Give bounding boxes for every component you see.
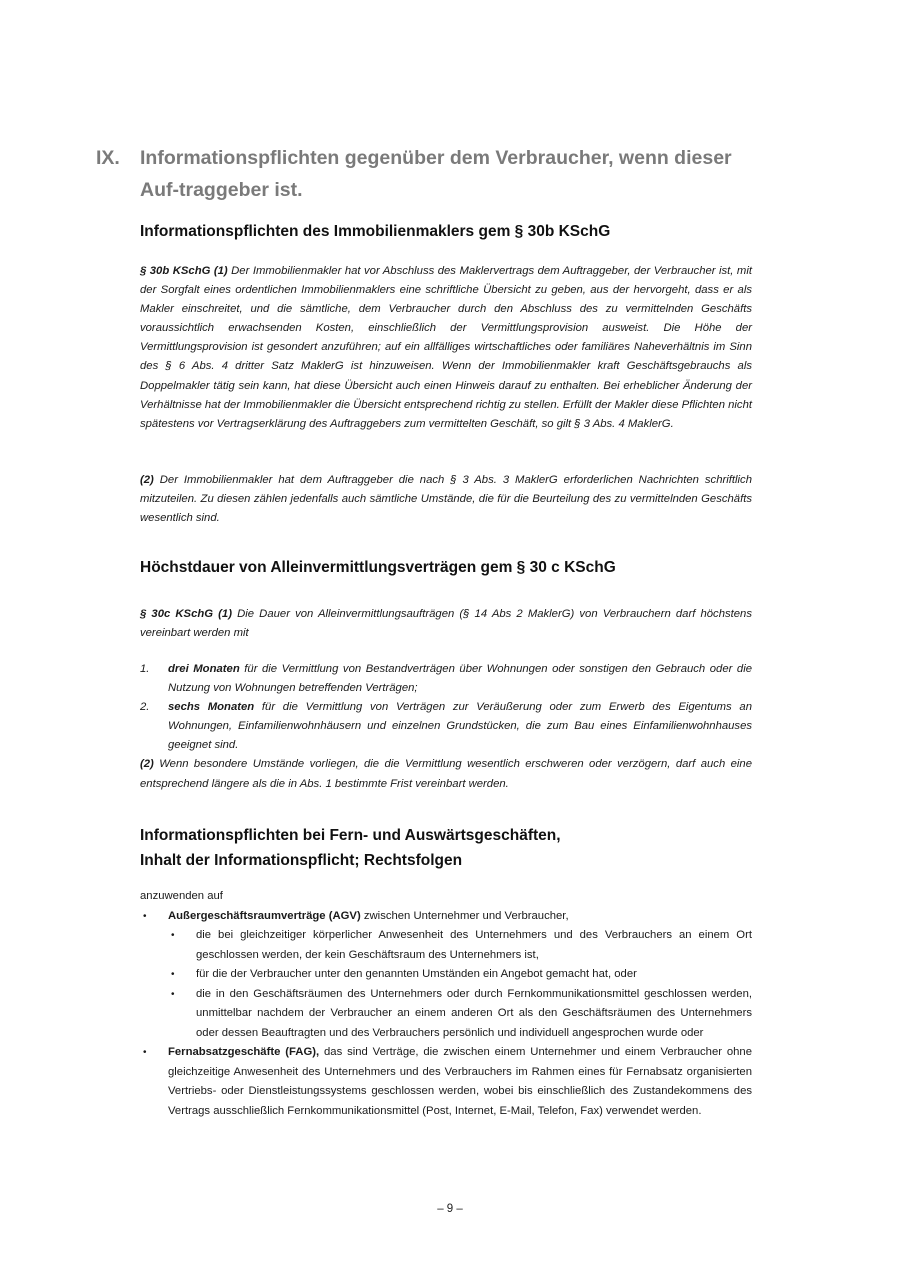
paragraph-30b-1 (140, 262, 752, 434)
chapter-title: Informationspflichten gegenüber dem Verbraucher, wenn dieser Auf-traggeber ist. (140, 147, 732, 201)
bullet-bold: Fernabsatzgeschäfte (FAG), (168, 1046, 320, 1058)
bullet-icon: • (143, 910, 147, 922)
application-list (140, 887, 752, 1121)
section-heading-fag-agv (140, 823, 760, 873)
section-heading-30c: Höchstdauer von Alleinvermittlungsverträgen gem § 30 c KSchG (140, 559, 616, 576)
bullet-item-agv (140, 907, 752, 927)
list-item (140, 698, 752, 755)
sub-bullet-text: die bei gleichzeitiger körperlicher Anwesenheit des Unternehmers und des Verbrauchers an einem Ort geschlossen werden, der kein Geschäftsraum des Unternehmers ist, (196, 929, 752, 961)
sub-bullet-item (140, 985, 752, 1044)
list-item-number: 2. (140, 701, 150, 714)
bullet-bold: Außergeschäftsraumverträge (AGV) (168, 909, 361, 922)
list-item-bold: drei Monaten (168, 663, 240, 675)
section-heading-30b: Informationspflichten des Immobilienmaklers gem § 30b KSchG (140, 223, 611, 240)
paragraph-text: Die Dauer von Alleinvermittlungsaufträgen (§ 14 Abs 2 MaklerG) von Verbrauchern darf höchstens vereinbart werden mit (140, 608, 752, 640)
list-item (140, 660, 752, 698)
list-item-bold: sechs Monaten (168, 701, 255, 714)
paragraph-30c-2 (140, 755, 752, 793)
paragraph-text: Der Immobilienmakler hat vor Abschluss des Maklervertrags dem Auftraggeber, der Verbraucher ist, mit der Sorgfalt eines ordentlichen Immobilienmaklers eine schriftliche Übersicht zu geben, aus der hervorgeht, dass er als Makler einschreitet, und die sämtliche, dem Verbraucher durch den Abschluss des zu vermittelnden Geschäfts voraussichtlich erwachsenden Kosten, einschließlich der Vermittlungsprovision ausweist. Die Höhe der Vermittlungsprovision ist gesondert anzuführen; auf ein allfälliges wirtschaftliches oder familiäres Naheverhältnis im Sinn des § 6 Abs. 4 dritter Satz MaklerG ist hinzuweisen. Wenn der Immobilienmakler kraft Geschäftsgebrauchs als Doppelmakler tätig sein kann, hat diese Übersicht auch einen Hinweis darauf zu enthalten. Bei erheblicher Änderung der Verhältnisse hat der Immobilienmakler die Übersicht entsprechend richtig zu stellen. Erfüllt der Makler diese Pflichten nicht spätestens vor Vertragserklärung des Auftraggebers zum vermittelten Geschäft, so gilt § 3 Abs. 4 MaklerG. (140, 265, 752, 430)
heading-line: Informationspflichten bei Fern- und Auswärtsgeschäften, (140, 827, 561, 844)
page-number: – 9 – (437, 1203, 463, 1215)
heading-line: Inhalt der Informationspflicht; Rechtsfolgen (140, 852, 463, 869)
paragraph-ref: § 30c KSchG (1) (140, 608, 232, 620)
bullet-icon: • (143, 1047, 147, 1058)
chapter-heading (96, 142, 756, 206)
bullet-item-fag (140, 1043, 752, 1121)
list-item-number: 1. (140, 663, 150, 675)
paragraph-ref: § 30b KSchG (1) (140, 265, 228, 277)
paragraph-30b-2 (140, 471, 752, 528)
sub-bullet-text: für die der Verbraucher unter den genannten Umständen ein Angebot gemacht hat, oder (196, 968, 637, 980)
list-item-text: für die Vermittlung von Bestandverträgen über Wohnungen oder sonstigen den Gebrauch oder die Nutzung von Wohnungen betreffenden Verträgen; (168, 663, 752, 695)
bullet-icon: • (171, 930, 175, 941)
bullet-icon: • (171, 969, 175, 980)
paragraph-text: Wenn besondere Umstände vorliegen, die die Vermittlung wesentlich erschweren oder verzögern, darf auch eine entsprechend längere als die in Abs. 1 bestimmte Frist vereinbart werden. (140, 758, 752, 790)
sub-bullet-text: die in den Geschäftsräumen des Unternehmers oder durch Fernkommunikationsmittel geschlossen werden, unmittelbar nachdem der Verbraucher an einem anderen Ort als den Geschäftsräumen des Unternehmers oder dessen Beauftragten und des Verbrauchers persönlich und individuell angesprochen wurde oder (196, 987, 752, 1039)
bullet-icon: • (171, 988, 175, 1000)
bullet-text: das sind Verträge, die zwischen einem Unternehmer und einem Verbraucher ohne gleichzeitige Anwesenheit des Unternehmers und des Verbrauchers im Rahmen eines für Fernabsatz organisierten Vertriebs- oder Dienstleistungssystems geschlossen werden, wobei bis einschließlich des Zustandekommens des Vertrags ausschließlich Fernkommunikationsmittel (Post, Internet, E-Mail, Telefon, Fax) verwendet werden. (168, 1046, 752, 1117)
numbered-list (140, 660, 752, 794)
sub-bullet-item (140, 926, 752, 965)
list-item-text: für die Vermittlung von Verträgen zur Veräußerung oder zum Erwerb des Eigentums an Wohnungen, Einfamilienwohnhäusern und einzelnen Grundstücken, die zum Bau eines Einfamilienwohnhauses geeignet sind. (168, 701, 752, 752)
chapter-number: IX. (96, 147, 120, 169)
paragraph-ref: (2) (140, 758, 154, 771)
paragraph-ref: (2) (140, 474, 154, 486)
bullet-text: zwischen Unternehmer und Verbraucher, (360, 909, 569, 922)
paragraph-30c-1 (140, 605, 752, 643)
intro-text: anzuwenden auf (140, 890, 223, 902)
paragraph-text: Der Immobilienmakler hat dem Auftraggeber die nach § 3 Abs. 3 MaklerG erforderlichen Nachrichten schriftlich mitzuteilen. Zu diesen zählen jedenfalls auch sämtliche Umstände, die für die Beurteilung des zu vermittelnden Geschäfts wesentlich sind. (140, 474, 752, 525)
sub-bullet-item (140, 965, 752, 985)
